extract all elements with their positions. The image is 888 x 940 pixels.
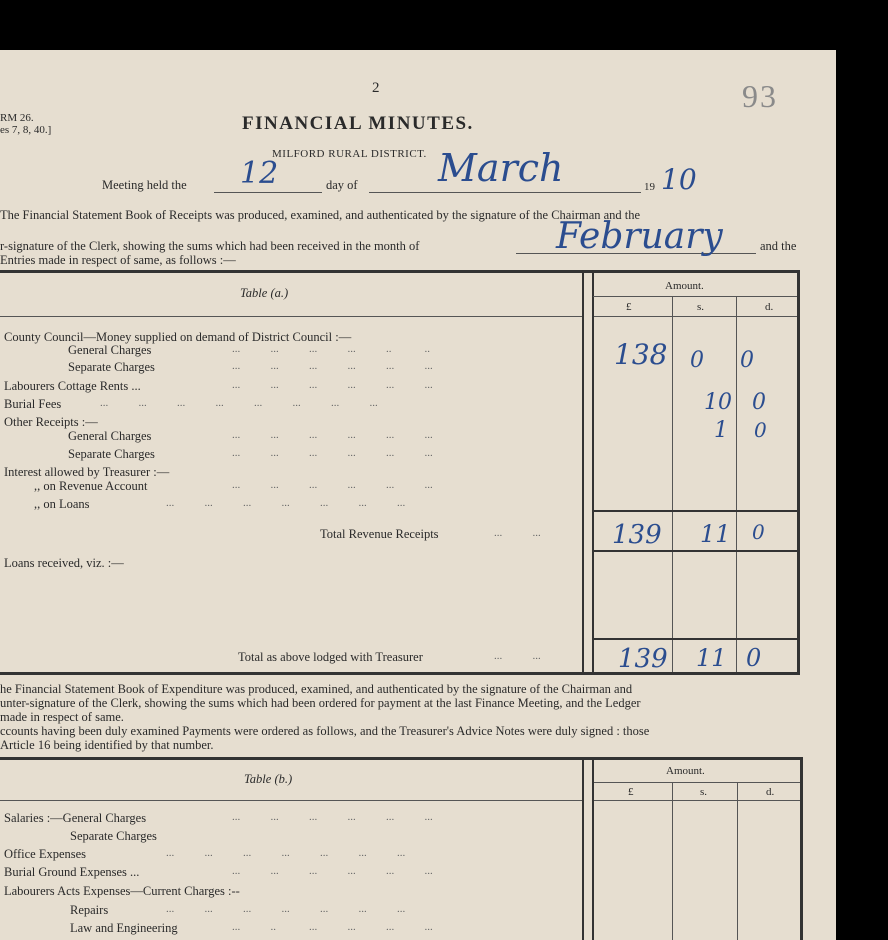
row-other-general-leader: ... ... ... ... ... ...: [232, 429, 433, 441]
table-a-top-rule: [0, 270, 800, 273]
row-interest-loans-leader: ... ... ... ... ... ... ...: [166, 497, 406, 509]
table-b-col-pounds: £: [628, 786, 634, 798]
row-salaries-general-leader: ... ... ... ... ... ...: [232, 811, 433, 823]
total-lodged-label: Total as above lodged with Treasurer: [238, 650, 423, 664]
row-salaries-general: Salaries :—General Charges: [4, 811, 147, 825]
handwritten-month: March: [438, 146, 564, 190]
table-a-total-rule-top: [593, 510, 797, 512]
table-a-divider-left: [582, 273, 584, 672]
table-a-pence-rule: [736, 296, 737, 672]
row-burial-fees: Burial Fees: [4, 397, 62, 411]
receipts-intro-line2-suffix: and the: [760, 239, 797, 253]
hw-total-shillings: 11: [700, 520, 731, 548]
row-county-general: General Charges: [68, 343, 152, 357]
table-a-col-shillings: s.: [697, 301, 705, 313]
table-b-header-rule-left: [0, 800, 582, 801]
page-number: 2: [372, 80, 380, 96]
row-labourers-rents-leader: ... ... ... ... ... ...: [232, 379, 433, 391]
row-county-general-leader: ... ... ... ... .. ..: [232, 343, 430, 355]
row-county-council: County Council—Money supplied on demand of District Council :—: [4, 330, 352, 344]
table-b-title: Table (b.): [244, 772, 293, 786]
total-revenue-label: Total Revenue Receipts: [320, 527, 439, 541]
row-county-separate: Separate Charges: [68, 360, 155, 374]
row-county-separate-leader: ... ... ... ... ... ...: [232, 360, 433, 372]
table-b-col-shillings: s.: [700, 786, 708, 798]
day-underline: [214, 192, 322, 193]
row-law-engineering: Law and Engineering: [70, 921, 178, 935]
expenditure-intro-line4: ccounts having been duly examined Payments were ordered as follows, and the Treasurer's Advice Notes were duly signed : those: [0, 724, 650, 738]
table-a-title: Table (a.): [240, 286, 289, 300]
row-other-separate-leader: ... ... ... ... ... ...: [232, 447, 433, 459]
table-b-amount-subrule: [593, 782, 800, 783]
hw-other-shillings: 1: [714, 418, 728, 443]
document-page: [0, 50, 836, 940]
expenditure-intro-line3: made in respect of same.: [0, 710, 124, 724]
table-a-amount-subrule: [593, 296, 797, 297]
row-office-expenses-leader: ... ... ... ... ... ... ...: [166, 847, 406, 859]
hw-other-pence: 0: [754, 418, 767, 442]
receipts-intro-line1: The Financial Statement Book of Receipts was produced, examined, and authenticated by the signature of the Chairman and the: [0, 208, 641, 222]
district-name: MILFORD RURAL DISTRICT.: [272, 148, 427, 160]
expenditure-intro-line1: he Financial Statement Book of Expenditure was produced, examined, and authenticated by the signature of the Chairman and: [0, 682, 633, 696]
table-b-divider-left: [582, 760, 584, 940]
row-office-expenses: Office Expenses: [4, 847, 87, 861]
table-a-total-rule-bottom: [593, 550, 797, 552]
table-b-top-rule: [0, 757, 803, 760]
table-a-lodged-rule-top: [593, 638, 797, 640]
table-a-shillings-rule: [672, 296, 673, 672]
hw-burial-pence: 0: [752, 390, 766, 415]
table-a-amount-header: Amount.: [665, 280, 704, 292]
table-a-bottom-rule: [0, 672, 800, 675]
row-other-general: General Charges: [68, 429, 152, 443]
day-of-label: day of: [326, 178, 358, 192]
hw-lodged-pounds: 139: [618, 644, 668, 674]
row-interest-loans: ,, on Loans: [34, 497, 90, 511]
expenditure-intro-line2: unter-signature of the Clerk, showing the sums which had been ordered for payment at the last Finance Meeting, and the Ledger: [0, 696, 641, 710]
loans-received-label: Loans received, viz. :—: [4, 556, 124, 570]
table-a-col-pence: d.: [765, 301, 774, 313]
row-repairs: Repairs: [70, 903, 109, 917]
row-repairs-leader: ... ... ... ... ... ... ...: [166, 903, 406, 915]
row-interest-revenue: ,, on Revenue Account: [34, 479, 148, 493]
row-burial-fees-leader: ... ... ... ... ... ... ... ...: [100, 397, 378, 409]
folio-number: 93: [742, 78, 778, 114]
table-a-header-rule-left: [0, 316, 582, 317]
meeting-prefix: Meeting held the: [102, 178, 187, 192]
hw-lodged-shillings: 11: [696, 644, 727, 672]
year-prefix: 19: [644, 181, 655, 193]
table-b-shillings-rule: [672, 782, 673, 940]
row-labourers-acts: Labourers Acts Expenses—Current Charges :--: [4, 884, 240, 898]
row-other-separate: Separate Charges: [68, 447, 155, 461]
table-a-divider-right: [592, 273, 594, 672]
row-interest: Interest allowed by Treasurer :—: [4, 465, 170, 479]
receipts-intro-line2: r-signature of the Clerk, showing the sums which had been received in the month of: [0, 239, 420, 253]
table-b-amount-header: Amount.: [666, 765, 705, 777]
table-a-header-rule-amount: [593, 316, 800, 317]
row-burial-ground: Burial Ground Expenses ...: [4, 865, 140, 879]
table-a-col-pounds: £: [626, 301, 632, 313]
table-b-right-edge: [800, 757, 803, 940]
month-underline: [369, 192, 641, 193]
hw-county-pounds: 138: [614, 338, 668, 371]
row-other-receipts: Other Receipts :—: [4, 415, 98, 429]
row-salaries-separate: Separate Charges: [70, 829, 157, 843]
table-a-right-edge: [797, 273, 800, 672]
row-labourers-rents: Labourers Cottage Rents ...: [4, 379, 141, 393]
expenditure-intro-line5: Article 16 being identified by that number.: [0, 738, 214, 752]
form-reference-line1: RM 26.: [0, 112, 34, 124]
table-b-pence-rule: [737, 782, 738, 940]
table-b-divider-right: [592, 760, 594, 940]
page-title: FINANCIAL MINUTES.: [242, 113, 474, 134]
total-lodged-leader: ... ...: [494, 650, 541, 662]
hw-county-shillings: 0: [690, 348, 704, 373]
form-reference-line2: es 7, 8, 40.]: [0, 124, 52, 136]
hw-total-pounds: 139: [612, 520, 662, 550]
handwritten-receipts-month: February: [556, 216, 723, 257]
row-law-engineering-leader: ... .. ... ... ... ...: [232, 921, 433, 933]
table-b-col-pence: d.: [766, 786, 775, 798]
hw-county-pence: 0: [740, 348, 754, 373]
hw-lodged-pence: 0: [746, 644, 762, 672]
receipts-intro-line3: Entries made in respect of same, as follows :—: [0, 253, 236, 267]
hw-burial-shillings: 10: [704, 390, 732, 415]
total-revenue-leader: ... ...: [494, 527, 541, 539]
row-interest-revenue-leader: ... ... ... ... ... ...: [232, 479, 433, 491]
hw-total-pence: 0: [752, 520, 765, 544]
row-burial-ground-leader: ... ... ... ... ... ...: [232, 865, 433, 877]
handwritten-day: 12: [240, 156, 279, 191]
table-b-header-rule-amount: [593, 800, 800, 801]
handwritten-year: 10: [661, 163, 697, 196]
